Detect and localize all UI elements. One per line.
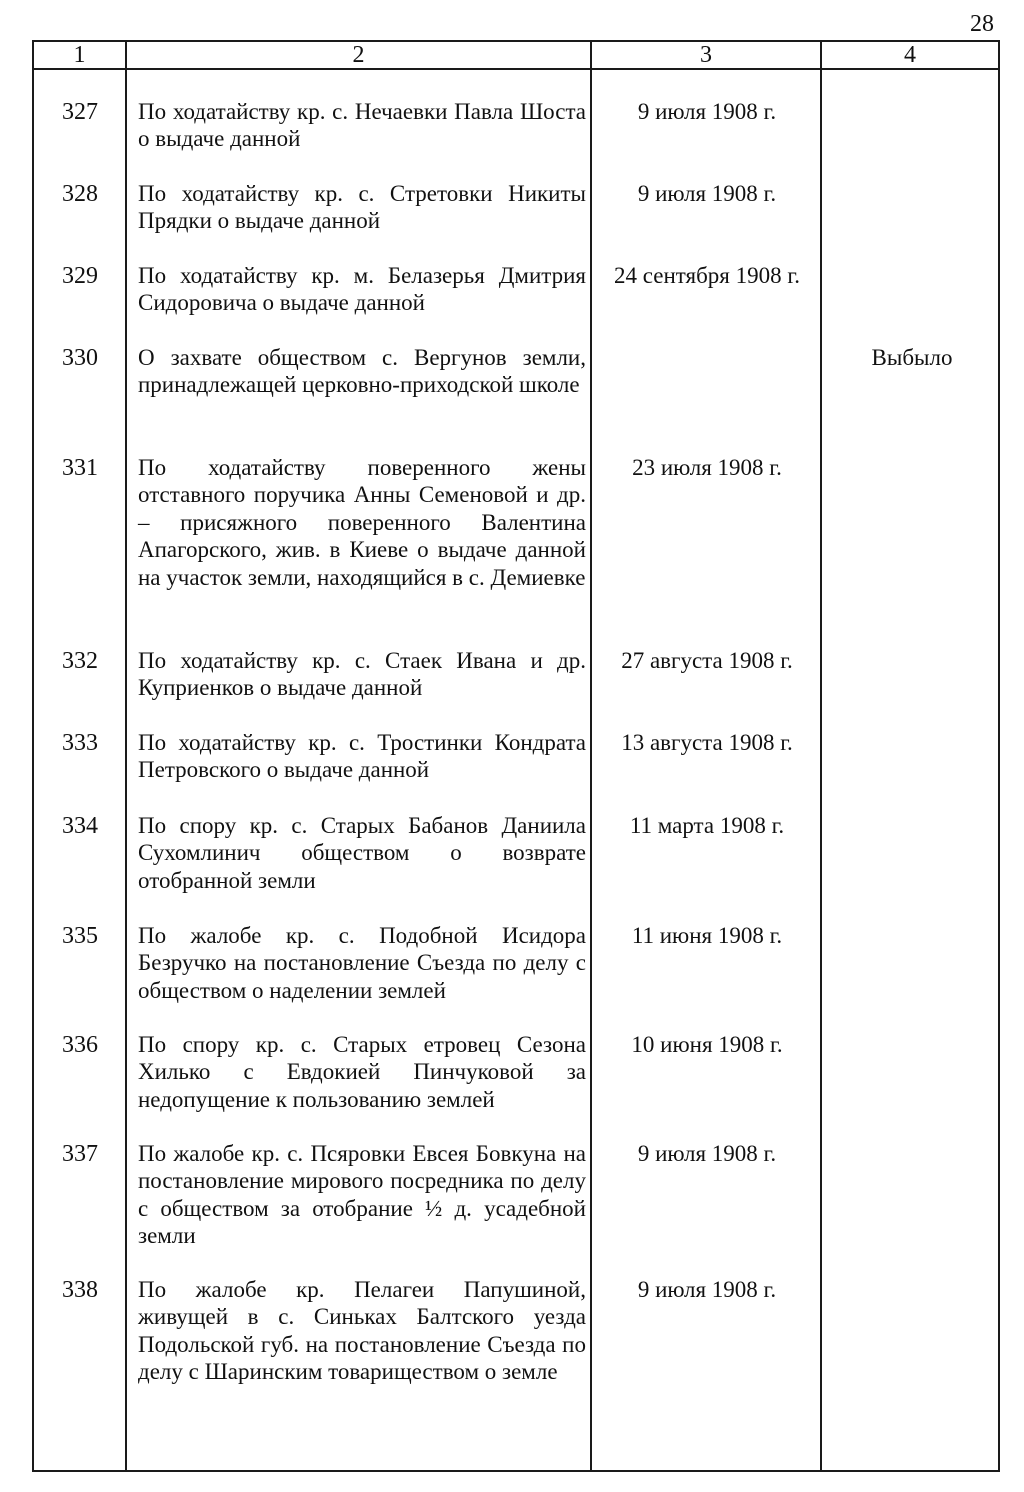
row-number: 329: [62, 263, 98, 289]
page-number: 28: [970, 11, 994, 37]
row-description: По ходатайству поверенного жены отставного поручика Анны Семеновой и др. – присяжного поверенного Валентина Апагорского, жив. в Киеве о выдаче данной на участок земли, находящийся в с. Демиевке: [138, 455, 586, 590]
row-number: 328: [62, 181, 98, 207]
row-date: 10 июня 1908 г.: [631, 1032, 783, 1057]
column-header-2: 2: [352, 42, 365, 68]
column-header-3: 3: [700, 42, 712, 68]
row-date: 9 июля 1908 г.: [637, 1277, 777, 1302]
row-note: Выбыло: [871, 345, 953, 370]
row-number: 330: [62, 345, 98, 371]
row-description: По ходатайству кр. м. Белазерья Дмитрия Сидоровича о выдаче данной: [138, 263, 586, 316]
row-number: 335: [62, 923, 98, 949]
row-description: По ходатайству кр. с. Тростинки Кондрата Петровского о выдаче данной: [138, 730, 586, 783]
row-date: 9 июля 1908 г.: [637, 181, 777, 206]
row-description: По ходатайству кр. с. Нечаевки Павла Шоста о выдаче данной: [138, 99, 586, 152]
row-date: 27 августа 1908 г.: [621, 648, 793, 673]
row-number: 327: [62, 99, 98, 125]
row-date: 9 июля 1908 г.: [637, 1141, 777, 1166]
row-description: По жалобе кр. с. Псяровки Евсея Бовкуна на постановление мирового посредника по делу с обществом за отобрание ½ д. усадебной земли: [138, 1141, 586, 1249]
row-date: 13 августа 1908 г.: [621, 730, 793, 755]
column-header-1: 1: [73, 42, 86, 68]
row-number: 336: [62, 1032, 98, 1058]
row-description: По спору кр. с. Старых етровец Сезона Хилько с Евдокией Пинчуковой за недопущение к пользованию землей: [138, 1032, 586, 1112]
row-number: 334: [62, 813, 98, 839]
row-number: 337: [62, 1141, 98, 1167]
row-date: 11 марта 1908 г.: [629, 813, 785, 838]
row-number: 333: [62, 730, 98, 756]
row-description: По жалобе кр. с. Подобной Исидора Безручко на постановление Съезда по делу с обществом о наделении землей: [138, 923, 586, 1003]
row-date: 11 июня 1908 г.: [631, 923, 783, 948]
row-date: 9 июля 1908 г.: [637, 99, 777, 124]
row-description: По жалобе кр. Пелагеи Папушиной, живущей в с. Синьках Балтского уезда Подольской губ. на постановление Съезда по делу с Шаринским товариществом о земле: [138, 1277, 586, 1385]
row-description: По спору кр. с. Старых Бабанов Даниила Сухомлинич обществом о возврате отобранной земли: [138, 813, 586, 893]
row-description: О захвате обществом с. Вергунов земли, принадлежащей церковно-приходской школе: [138, 345, 586, 398]
row-date: 23 июля 1908 г.: [632, 455, 782, 480]
row-number: 338: [62, 1277, 98, 1303]
row-date: 24 сентября 1908 г.: [614, 263, 800, 288]
row-number: 331: [62, 455, 98, 481]
row-description: По ходатайству кр. с. Стаек Ивана и др. Куприенков о выдаче данной: [138, 648, 586, 701]
column-header-4: 4: [904, 42, 916, 68]
row-number: 332: [62, 648, 98, 674]
row-description: По ходатайству кр. с. Стретовки Никиты Прядки о выдаче данной: [138, 181, 586, 234]
